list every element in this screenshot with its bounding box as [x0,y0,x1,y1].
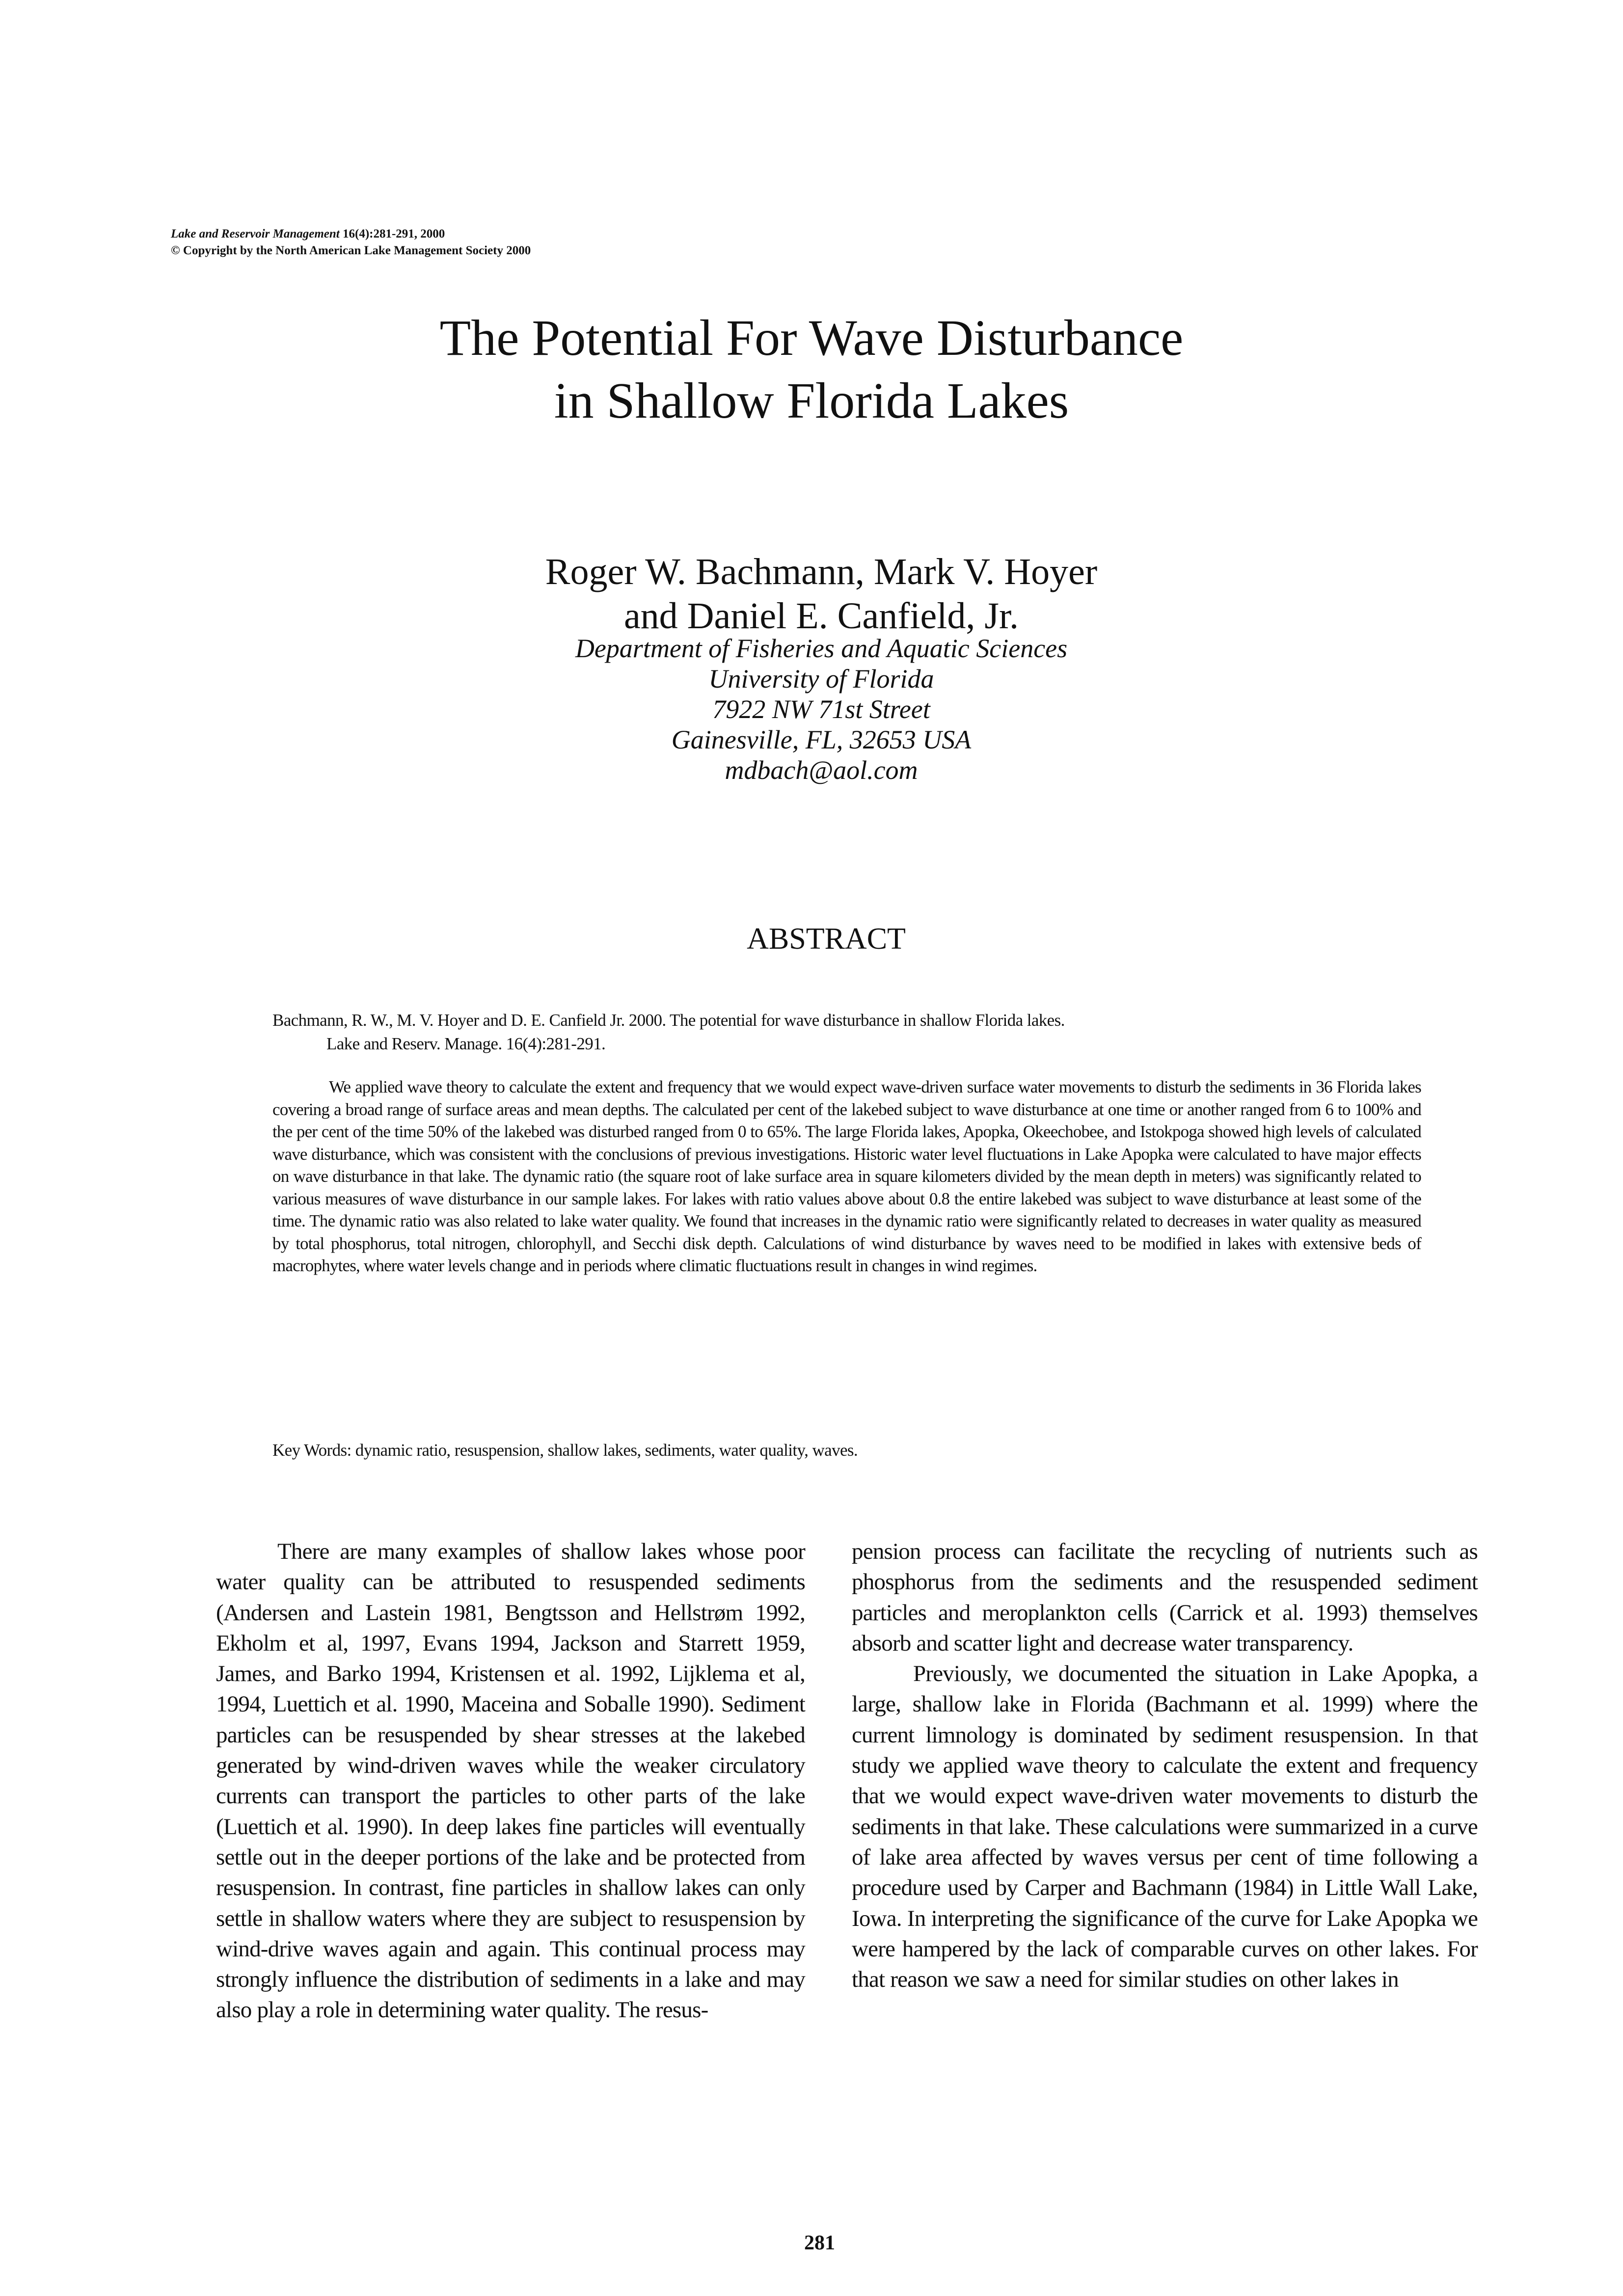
abstract-body: We applied wave theory to calculate the extent and frequency that we would expect wave-driven surface water movements to disturb the sediments in 36 Florida lakes covering a broad range of surface areas and mean depths. The calculated per cent of the lakebed subject to wave disturbance at one time or another ranged from 6 to 100% and the per cent of the time 50% of the lakebed was disturbed ranged from 0 to 65%. The large Florida lakes, Apopka, Okeechobee, and Istokpoga showed high levels of calculated wave disturbance, which was consistent with the conclusions of previous investigations. Historic water level fluctuations in Lake Apopka were calculated to have major effects on wave disturbance in that lake. The dynamic ratio (the square root of lake surface area in square kilometers divided by the mean depth in meters) was significantly related to various measures of wave disturbance in our sample lakes. For lakes with ratio values above about 0.8 the entire lakebed was subject to wave disturbance at least some of the time. The dynamic ratio was also related to lake water quality. We found that increases in the dynamic ratio were significantly related to decreases in water quality as measured by total phosphorus, total nitrogen, chlorophyll, and Secchi disk depth. Calculations of wind disturbance by waves need to be modified in lakes with extensive beds of macrophytes, where water levels change and in periods where climatic fluctuations result in changes in wind regimes. [272,1077,1421,1275]
citation-line-2: Lake and Reserv. Manage. 16(4):281-291. [326,1034,606,1053]
journal-header [171,226,531,259]
journal-ref: 16(4):281-291, 2000 [339,227,445,240]
body-paragraph: pension process can facilitate the recycling of nutrients such as phosphorus from the sediments and the resuspended sediment particles and meroplankton cells (Carrick et al. 1993) themselves absorb and scatter light and decrease water transparency. [852,1539,1478,1656]
page-number: 281 [804,2232,835,2254]
abstract-heading: ABSTRACT [747,922,906,956]
affiliation-university: University of Florida [708,664,934,694]
body-paragraph: Previously, we documented the situation in Lake Apopka, a large, shallow lake in Florida (Bachmann et al. 1999) where the current limnology is dominated by sediment resuspension. In that study we applied wave theory to calculate the extent and frequency that we would expect wave-driven water movements to disturb the sediments in that lake. These calculations were summarized in a curve of lake area affected by waves versus per cent of time following a procedure used by Carper and Bachmann (1984) in Little Wall Lake, Iowa. In interpreting the significance of the curve for Lake Apopka we were hampered by the lack of comparable curves on other lakes. For that reason we saw a need for similar studies on other lakes in [852,1661,1478,1993]
abstract-citation [272,1009,1436,1056]
journal-citation [171,226,531,242]
paper-title [0,307,1623,432]
affiliation-street: 7922 NW 71st Street [712,694,930,724]
affiliation [0,633,1623,785]
title-line-1: The Potential For Wave Disturbance [439,310,1184,366]
citation-line-1: Bachmann, R. W., M. V. Hoyer and D. E. Canfield Jr. 2000. The potential for wave disturbance in shallow Florida lakes. [272,1011,1065,1030]
author-list [0,550,1623,638]
authors-line-2: and Daniel E. Canfield, Jr. [623,595,1019,637]
title-line-2: in Shallow Florida Lakes [554,373,1069,429]
body-paragraph: There are many examples of shallow lakes whose poor water quality can be attributed to resuspended sediments (Andersen and Lastein 1981, Bengtsson and Hellstrøm 1992, Ekholm et al, 1997, Evans 1994, Jackson and Starrett 1959, James, and Barko 1994, Kristensen et al. 1992, Lijklema et al, 1994, Luettich et al. 1990, Maceina and Soballe 1990). Sediment particles can be resuspended by shear stresses at the lakebed generated by wind-driven waves while the weaker circulatory currents can transport the particles to other parts of the lake (Luettich et al. 1990). In deep lakes fine particles will eventually settle out in the deeper portions of the lake and be protected from resuspension. In contrast, fine particles in shallow lakes can only settle in shallow waters where they are subject to resuspension by wind-drive waves again and again. This continual process may strongly influence the distribution of sediments in a lake and may also play a role in determining water quality. The resus- [216,1539,805,2023]
keywords: Key Words: dynamic ratio, resuspension, shallow lakes, sediments, water quality, waves. [272,1441,858,1460]
journal-name: Lake and Reservoir Management [171,227,340,240]
authors-line-1: Roger W. Bachmann, Mark V. Hoyer [545,551,1098,592]
affiliation-city: Gainesville, FL, 32653 USA [671,725,972,754]
author-email[interactable]: mdbach@aol.com [725,755,918,785]
copyright-notice: © Copyright by the North American Lake Management Society 2000 [171,244,531,257]
body-column-right [852,1536,1478,1995]
body-column-left [216,1536,805,2026]
affiliation-department: Department of Fisheries and Aquatic Sciences [575,634,1068,663]
